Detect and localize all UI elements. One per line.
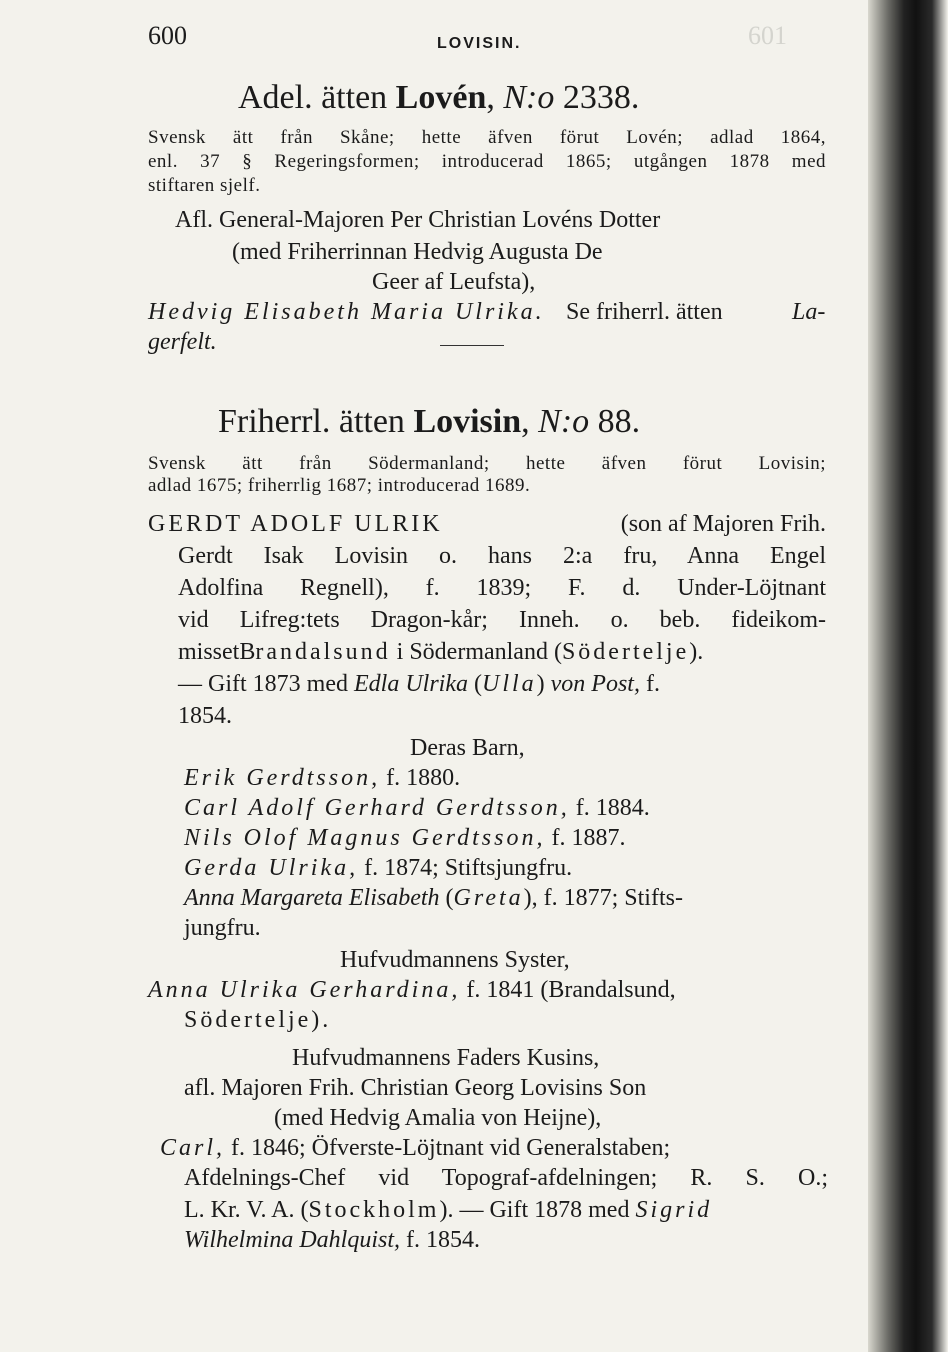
child-entry: Nils Olof Magnus Gerdtsson, f. 1887.	[184, 825, 626, 851]
afl-line: (med Friherrinnan Hedvig Augusta De	[232, 239, 603, 265]
daughter-line: Hedvig Elisabeth Maria Ulrika. Se friherrl. ätten La-	[148, 299, 826, 325]
sister-heading: Hufvudmannens Syster,	[340, 947, 570, 973]
afl-line: Geer af Leufsta),	[372, 269, 536, 295]
sister-entry-cont: Södertelje).	[184, 1007, 332, 1033]
cousin-entry: L. Kr. V. A. (Stockholm). — Gift 1878 med Sigrid	[184, 1197, 713, 1223]
cousins-line: afl. Majoren Frih. Christian Georg Lovisins Son	[184, 1075, 647, 1101]
running-title: LOVISIN.	[437, 35, 522, 52]
intro-line: Svensk ätt från Södermanland; hette äfven förut Lovisin;	[148, 453, 826, 474]
head-line: 1854.	[178, 703, 232, 729]
children-heading: Deras Barn,	[410, 735, 525, 761]
child-entry-cont: jungfru.	[184, 915, 261, 941]
sister-entry: Anna Ulrika Gerhardina, f. 1841 (Brandalsund,	[148, 977, 676, 1003]
child-entry: Carl Adolf Gerhard Gerdtsson, f. 1884.	[184, 795, 650, 821]
cousins-line: (med Hedvig Amalia von Heijne),	[274, 1105, 602, 1131]
intro-line: Svensk ätt från Skåne; hette äfven förut Lovén; adlad 1864,	[148, 127, 826, 148]
head-line: Gerdt Isak Lovisin o. hans 2:a fru, Anna Engel	[178, 543, 826, 569]
intro-line: adlad 1675; friherrlig 1687; introducerad 1689.	[148, 475, 531, 496]
facing-page-number: 601	[748, 21, 787, 50]
intro-line: enl. 37 § Regeringsformen; introducerad 1865; utgången 1878 med	[148, 151, 826, 172]
child-entry: Gerda Ulrika, f. 1874; Stiftsjungfru.	[184, 855, 573, 881]
head-line: missetBrandalsund i Södermanland (Södertelje).	[178, 639, 704, 665]
child-entry: Erik Gerdtsson, f. 1880.	[184, 765, 461, 791]
head-line: vid Lifreg:tets Dragon-kår; Inneh. o. beb. fideikom-	[178, 607, 826, 633]
intro-line: stiftaren sjelf.	[148, 175, 261, 196]
cousins-heading: Hufvudmannens Faders Kusins,	[292, 1045, 600, 1071]
afl-line: Afl. General-Majoren Per Christian Lovéns Dotter	[175, 207, 661, 233]
head-line: GERDT ADOLF ULRIK (son af Majoren Frih.	[148, 511, 826, 537]
section-divider	[440, 345, 504, 346]
page-number: 600	[148, 21, 187, 50]
section-heading-loven: Adel. ätten Lovén, N:o 2338.	[238, 79, 640, 116]
head-line: Adolfina Regnell), f. 1839; F. d. Under-Löjtnant	[178, 575, 826, 601]
section-heading-lovisin: Friherrl. ätten Lovisin, N:o 88.	[218, 403, 641, 440]
child-entry: Anna Margareta Elisabeth (Greta), f. 1877; Stifts-	[184, 885, 683, 911]
cousin-entry: Afdelnings-Chef vid Topograf-afdelningen; R. S. O.;	[184, 1165, 828, 1191]
daughter-line-cont: gerfelt.	[148, 329, 217, 355]
head-line: — Gift 1873 med Edla Ulrika (Ulla) von Post, f.	[178, 671, 660, 697]
cousin-entry: Carl, f. 1846; Öfverste-Löjtnant vid Generalstaben;	[160, 1135, 671, 1161]
book-binding-shadow	[868, 0, 948, 1352]
cousin-entry: Wilhelmina Dahlquist, f. 1854.	[184, 1227, 480, 1253]
